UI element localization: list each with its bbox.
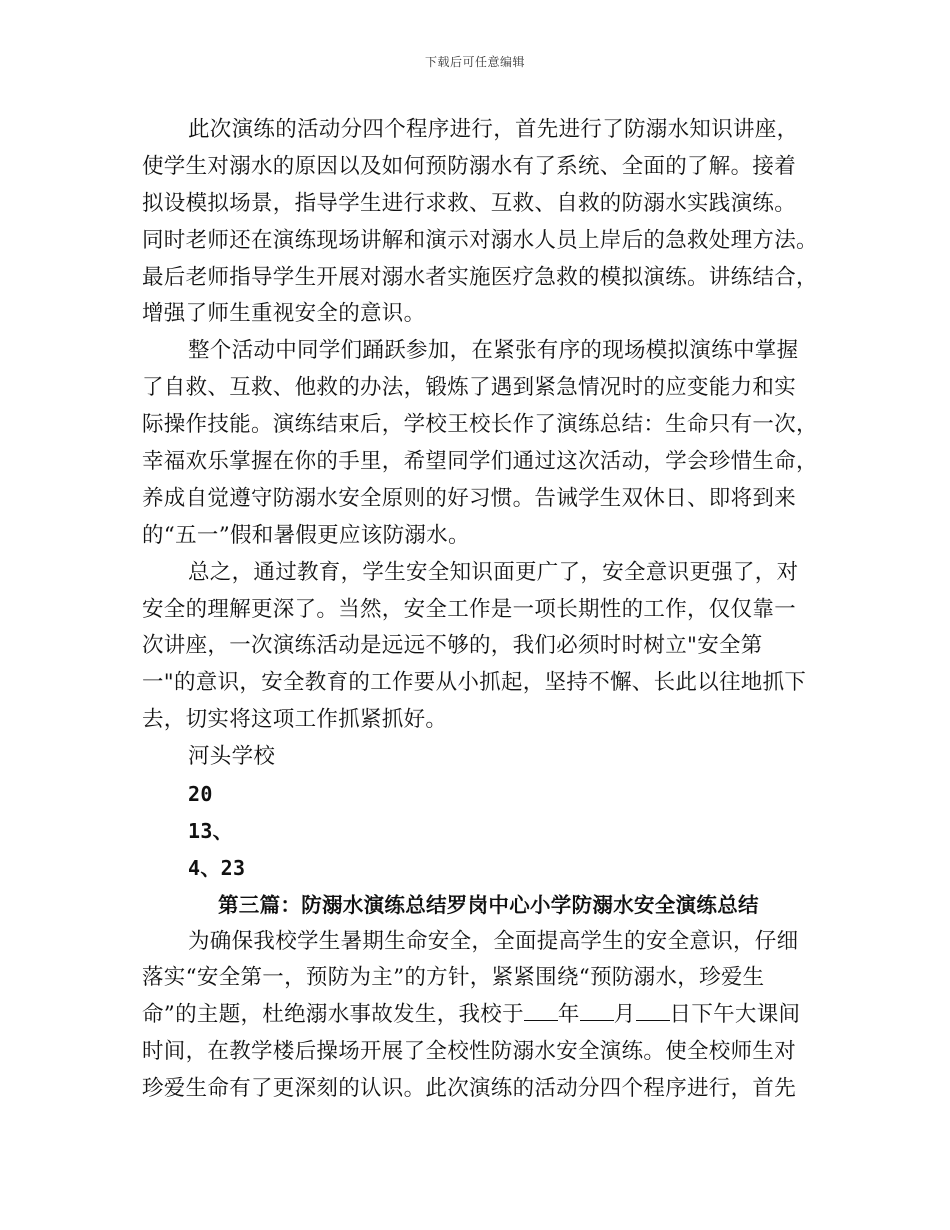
- text-line: 珍爱生命有了更深刻的认识。此次演练的活动分四个程序进行，首先: [142, 1076, 797, 1102]
- text-line: 最后老师指导学生开展对溺水者实施医疗急救的模拟演练。讲练结合，: [142, 264, 818, 290]
- text-line: 养成自觉遵守防溺水安全原则的好习惯。告诫学生双休日、即将到来: [142, 485, 797, 511]
- blank-month-field: [580, 1000, 614, 1021]
- text-segment: 月: [613, 1002, 636, 1028]
- paragraph-activity-summary: [142, 333, 818, 554]
- document-body: [142, 112, 818, 1108]
- text-line: 此次演练的活动分四个程序进行，首先进行了防溺水知识讲座，: [188, 117, 799, 142]
- text-line: 整个活动中同学们踊跃参加，在紧张有序的现场模拟演练中掌握: [188, 338, 799, 364]
- text-line: 安全的理解更深了。当然，安全工作是一项长期性的工作，仅仅靠一: [142, 596, 797, 622]
- text-line: 为确保我校学生暑期生命安全，全面提高学生的安全意识，仔细: [188, 928, 799, 954]
- text-segment: 命”的主题，杜绝溺水事故发生，我校于: [142, 1002, 524, 1028]
- text-line: 的“五一”假和暑假更应该防溺水。: [142, 522, 470, 548]
- text-line: 一"的意识，安全教育的工作要从小抓起，坚持不懈、长此以往地抓下: [142, 670, 807, 696]
- text-line: 去，切实将这项工作抓紧抓好。: [142, 707, 448, 733]
- text-line: 幸福欢乐掌握在你的手里，希望同学们通过这次活动，学会珍惜生命，: [142, 449, 818, 475]
- text-line: 次讲座，一次演练活动是远远不够的，我们必须时时树立"安全第: [142, 633, 763, 659]
- date-line: 20: [188, 782, 213, 807]
- date-line: 13、: [188, 818, 233, 843]
- text-line: 际操作技能。演练结束后，学校王校长作了演练总结：生命只有一次，: [142, 412, 818, 438]
- page-header: 下载后可任意编辑: [424, 55, 525, 69]
- text-line: 落实“安全第一，预防为主”的方针，紧紧围绕“预防溺水，珍爱生: [142, 965, 765, 991]
- text-line: 增强了师生重视安全的意识。: [142, 301, 426, 327]
- text-line: 了自救、互救、他救的办法，锻炼了遇到紧急情况时的应变能力和实: [142, 375, 797, 401]
- paragraph-conclusion: [142, 555, 810, 739]
- blank-day-field: [636, 1000, 670, 1021]
- paragraph-section3-intro: [142, 924, 810, 1108]
- text-line: 拟设模拟场景，指导学生进行求救、互救、自救的防溺水实践演练。: [142, 190, 797, 216]
- blank-year-field: [524, 1000, 558, 1021]
- school-name: 河头学校: [188, 744, 276, 770]
- date-line: 4、23: [188, 855, 246, 880]
- section-title: 第三篇：防溺水演练总结罗岗中心小学防溺水安全演练总结: [218, 892, 759, 917]
- signature-block: [142, 739, 810, 887]
- text-segment: 年: [557, 1002, 580, 1028]
- paragraph-drill-procedure: [142, 112, 818, 333]
- text-line: 总之，通过教育，学生安全知识面更广了，安全意识更强了，对: [188, 559, 799, 585]
- text-segment: 日下午大课间: [669, 1002, 801, 1028]
- text-line: 使学生对溺水的原因以及如何预防溺水有了系统、全面的了解。接着: [142, 153, 797, 179]
- text-line: 同时老师还在演练现场讲解和演示对溺水人员上岸后的急救处理方法。: [142, 227, 818, 253]
- text-line: 时间，在教学楼后操场开展了全校性防溺水安全演练。使全校师生对: [142, 1039, 797, 1065]
- text-line-with-blanks: [142, 997, 810, 1034]
